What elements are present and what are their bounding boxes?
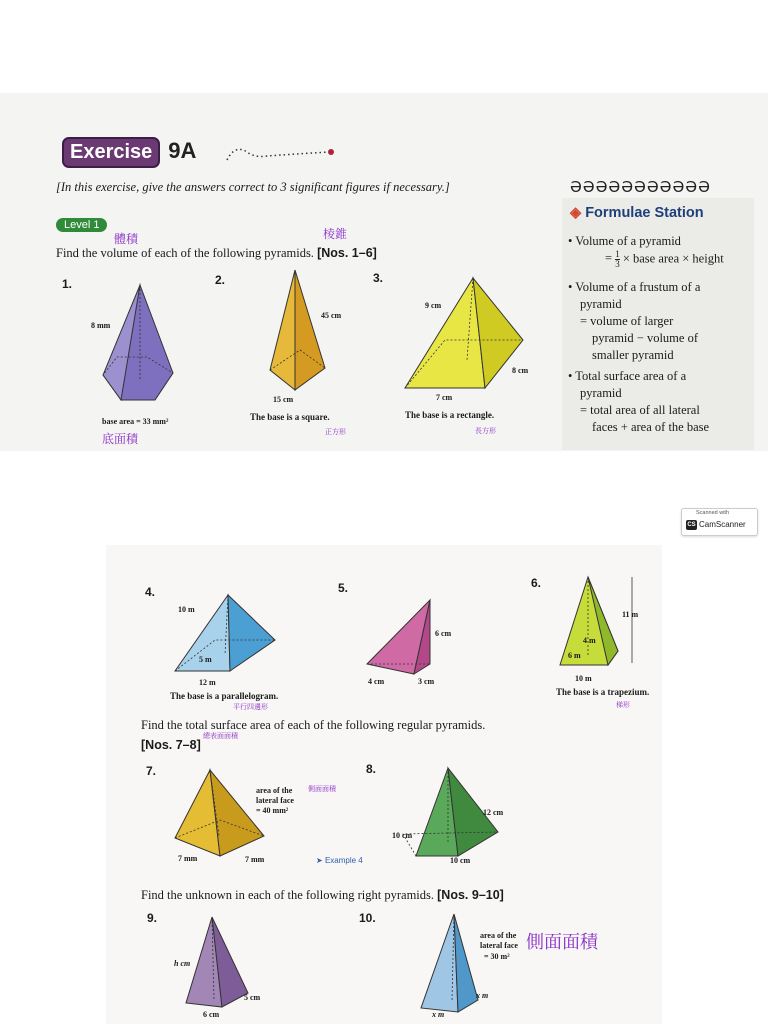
pyramid-10 bbox=[418, 912, 483, 1012]
camscanner-badge bbox=[681, 508, 758, 536]
camscanner-scanned: Scanned with bbox=[696, 510, 730, 516]
p6-height-label: 11 m bbox=[622, 610, 639, 619]
exercise-heading bbox=[62, 137, 196, 168]
question-surface-ref bbox=[141, 738, 201, 753]
formulae-title bbox=[570, 205, 704, 221]
pyramid-1 bbox=[95, 285, 185, 415]
p6-width-label: 10 m bbox=[575, 674, 592, 683]
question-surface-text: Find the total surface area of each of the following regular pyramids. bbox=[141, 718, 486, 732]
p8-left-label: 10 cm bbox=[392, 831, 413, 840]
surface-line2: pyramid bbox=[580, 386, 622, 400]
p4-width-label: 12 m bbox=[199, 678, 216, 687]
formula-volume: • Volume of a pyramid = $\frac{1}{3}$ × base area × height bbox=[568, 234, 724, 269]
p9-width-label: 6 cm bbox=[203, 1010, 220, 1019]
formula-volume-rest: × base area × height bbox=[619, 251, 724, 266]
p2-caption: The base is a square. bbox=[250, 412, 330, 422]
problem-9-number: 9. bbox=[147, 911, 158, 925]
p7-label-3: = 40 mm² bbox=[256, 806, 289, 815]
note-trapezium: 梯形 bbox=[616, 701, 630, 709]
note-parallelogram: 平行四邊形 bbox=[233, 703, 268, 711]
frustum-line2: pyramid bbox=[580, 297, 622, 311]
p3-height-label: 9 cm bbox=[425, 301, 442, 310]
question-volume-ref: [Nos. 1–6] bbox=[317, 246, 377, 260]
p7-label-2: lateral face bbox=[256, 796, 294, 805]
p10-side-label: x m bbox=[476, 991, 489, 1000]
note-pyramid: 棱錐 bbox=[323, 227, 348, 241]
spiral-rings: ƏƏƏƏƏƏƏƏƏƏƏ bbox=[570, 178, 711, 196]
note-square: 正方形 bbox=[325, 428, 346, 436]
note-rectangle: 長方形 bbox=[475, 427, 496, 435]
instruction: [In this exercise, give the answers correct to 3 significant figures if necessary.] bbox=[56, 180, 450, 194]
problem-8-number: 8. bbox=[366, 762, 377, 776]
p5-height-label: 6 cm bbox=[435, 629, 452, 638]
pyramid-5 bbox=[362, 600, 442, 675]
p7-b-label: 7 mm bbox=[245, 855, 265, 864]
surface-line1: Total surface area of a bbox=[575, 369, 687, 383]
question-surface bbox=[141, 718, 485, 733]
problem-5-number: 5. bbox=[338, 581, 349, 595]
pyramid-3 bbox=[395, 278, 535, 393]
p1-base-label: base area = 33 mm² bbox=[102, 417, 169, 426]
question-unknown-text: Find the unknown in each of the following right pyramids. bbox=[141, 888, 435, 902]
formula-volume-line1: Volume of a pyramid bbox=[575, 234, 681, 248]
surface-line4: faces + area of the base bbox=[592, 420, 710, 434]
frustum-line4: pyramid − volume of bbox=[592, 331, 698, 345]
p5-b-label: 3 cm bbox=[418, 677, 435, 686]
problem-7-number: 7. bbox=[146, 764, 157, 778]
exercise-brand: Exercise bbox=[62, 137, 160, 168]
pyramid-2 bbox=[265, 270, 335, 395]
question-surface-ref-text: [Nos. 7–8] bbox=[141, 738, 201, 752]
p6-caption: The base is a trapezium. bbox=[556, 687, 650, 697]
formula-surface: • Total surface area of a pyramid = total area of all lateral faces + area of the base bbox=[568, 369, 710, 434]
p10-label-2: lateral face bbox=[480, 941, 518, 950]
p10-width-label: x m bbox=[432, 1010, 445, 1019]
note-lateral-face: 側面面積 bbox=[308, 785, 336, 793]
p3-depth-label: 8 cm bbox=[512, 366, 529, 375]
question-volume-text: Find the volume of each of the following pyramids. bbox=[56, 246, 314, 260]
question-volume bbox=[56, 246, 377, 261]
level-badge: Level 1 bbox=[56, 218, 107, 232]
question-unknown bbox=[141, 888, 504, 903]
problem-10-number: 10. bbox=[359, 911, 376, 925]
arrow-icon: ➤ bbox=[316, 856, 323, 865]
p6-inner-label: 6 m bbox=[568, 651, 581, 660]
question-unknown-ref: [Nos. 9–10] bbox=[437, 888, 504, 902]
p4-height-label: 10 m bbox=[178, 605, 195, 614]
note-lateral-face-big: 側面面積 bbox=[526, 932, 598, 953]
problem-1-number: 1. bbox=[62, 277, 73, 291]
exercise-code: 9A bbox=[168, 138, 197, 163]
problem-4-number: 4. bbox=[145, 585, 156, 599]
p10-label-1: area of the bbox=[480, 931, 517, 940]
formulae-title-text: Formulae Station bbox=[585, 205, 704, 221]
p10-label-3: = 30 m² bbox=[484, 952, 510, 961]
note-volume: 體積 bbox=[114, 232, 139, 246]
p6-top-label: 4 m bbox=[583, 636, 596, 645]
frustum-line1: Volume of a frustum of a bbox=[575, 280, 701, 294]
problem-3-number: 3. bbox=[373, 271, 384, 285]
surface-line3: = total area of all lateral bbox=[580, 403, 700, 417]
fraction-denominator: 3 bbox=[615, 259, 620, 269]
frustum-line3: = volume of larger bbox=[580, 314, 674, 328]
problem-6-number: 6. bbox=[531, 576, 542, 590]
note-total-surface: 總表面面積 bbox=[203, 732, 238, 740]
p4-caption: The base is a parallelogram. bbox=[170, 691, 279, 701]
formula-frustum: • Volume of a frustum of a pyramid = volume of larger pyramid − volume of smaller pyramid bbox=[568, 280, 701, 362]
p8-slant-label: 12 cm bbox=[483, 808, 504, 817]
p2-width-label: 15 cm bbox=[273, 395, 294, 404]
note-base-area: 底面積 bbox=[102, 432, 139, 446]
p5-a-label: 4 cm bbox=[368, 677, 385, 686]
camscanner-name: CamScanner bbox=[699, 520, 746, 529]
p8-width-label: 10 cm bbox=[450, 856, 471, 865]
p3-width-label: 7 cm bbox=[436, 393, 453, 402]
dotted-swirl bbox=[225, 140, 335, 170]
p7-a-label: 7 mm bbox=[178, 854, 198, 863]
example-link[interactable] bbox=[316, 856, 363, 865]
p4-inner-label: 5 m bbox=[199, 655, 212, 664]
camscanner-logo: CS bbox=[687, 522, 696, 528]
formulae-station bbox=[562, 198, 754, 450]
share-icon: ◈ bbox=[570, 205, 582, 221]
formula-volume-eq: = bbox=[605, 251, 616, 266]
p3-caption: The base is a rectangle. bbox=[405, 410, 495, 420]
frustum-line5: smaller pyramid bbox=[592, 348, 674, 362]
p2-height-label: 45 cm bbox=[321, 311, 342, 320]
p1-side-label: 8 mm bbox=[91, 321, 111, 330]
p7-label-1: area of the bbox=[256, 786, 293, 795]
problem-2-number: 2. bbox=[215, 273, 226, 287]
p9-side-label: 5 cm bbox=[244, 993, 261, 1002]
fraction-numerator: 1 bbox=[615, 249, 620, 259]
example-link-text: Example 4 bbox=[324, 856, 363, 865]
p9-height-label: h cm bbox=[174, 959, 191, 968]
